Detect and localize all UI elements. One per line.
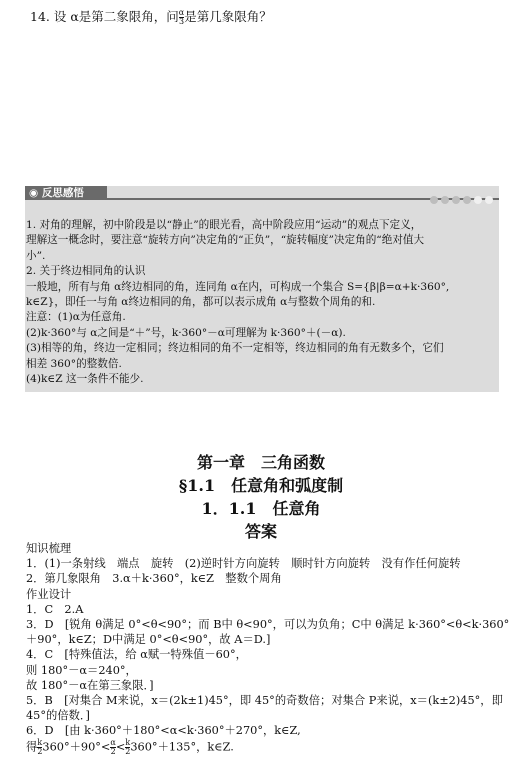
reflection-line: (4)k∈Z 这一条件不能少. [26,373,144,386]
reflection-header [25,186,499,202]
reflection-line: 2. 关于终边相同角的认识 [26,265,146,278]
answer-line: 4．C [特殊值法，给 α赋一特殊值－60°， [26,648,247,662]
alpha-over-3-fraction: $\frac{\alpha}{3}$ [178,8,185,26]
reflection-line: 1. 对角的理解，初中阶段是以“静止”的眼光看，高中阶段应用“运动”的观点下定义， [26,219,422,231]
reflection-line: 注意：(1)α为任意角. [26,311,126,324]
reflection-line: 相差 360°的整数倍. [26,357,122,370]
answer-line: 6．D [由 k·360°＋180°<α<k·360°＋270°，k∈Z, [26,724,301,738]
answer-line: 3．D [锐角 θ满足 0°<θ<90°；而 B中 θ<90°，可以为负角；C中 θ满足 k·360°<θ<k·360° [26,618,510,632]
k-over-2-fraction: $\frac{k}{2}$ [37,737,43,756]
chapter-title: 第一章 三角函数 [196,453,325,472]
answer-line: 知识梳理 [26,542,72,555]
subsection-title: 1．1.1 任意角 [201,499,321,518]
question-14-suffix: 是第几象限角？ [184,9,272,24]
answer-line-fraction: 得 $\frac{k}{2}$ 360°＋90°< $\frac{\alpha}{2}$ < $\frac{k}{2}$ 360°＋135°，k∈Z. [26,737,234,756]
answer-line: 5．B [对集合 M来说，x＝(2k±1)45°，即 45°的奇数倍；对集合 P来说，x＝(k±2)45°，即 [26,694,503,708]
answer-line: 则 180°－α＝240°， [26,663,137,677]
decorative-dots [427,189,493,208]
reflection-box [25,186,499,392]
section-title: §1.1 任意角和弧度制 [178,476,344,495]
reflection-tab: ◉ 反思感悟 [25,186,107,200]
answer-line: 1．(1)一条射线 端点 旋转 (2)逆时针方向旋转 顺时针方向旋转 没有作任何旋转 [26,557,461,571]
answer-line: 2．第几象限角 3.α＋k·360°，k∈Z 整数个周角 [26,572,282,586]
answer-section [26,541,510,756]
alpha-over-2-fraction: $\frac{\alpha}{2}$ [110,737,116,756]
answer-line: ＋90°，k∈Z；D中满足 0°<θ<90°，故 A＝D.] [26,633,271,647]
k-over-2-fraction: $\frac{k}{2}$ [125,737,131,756]
question-14-prefix: 14. 设 α是第二象限角，问 [30,9,179,24]
answer-line: 1．C 2.A [26,602,84,616]
question-14 [30,9,272,26]
reflection-line: k∈Z}，即任一与角 α终边相同的角，都可以表示成角 α与整数个周角的和. [26,296,376,309]
reflection-line: 一般地，所有与角 α终边相同的角，连同角 α在内，可构成一个集合 S={β|β=α+k·360°, [26,280,450,293]
answer-line: 作业设计 [26,587,72,601]
answer-title: 答案 [244,522,277,541]
reflection-line: (3)相等的角，终边一定相同；终边相同的角不一定相等，终边相同的角有无数多个，它们 [26,342,444,355]
reflection-line: 小”. [26,249,46,262]
reflection-body [26,218,498,387]
answer-line: 45°的倍数．] [26,709,90,723]
answer-line: 故 180°－α在第三象限．] [26,678,154,692]
reflection-line: (2)k·360°与 α之间是“＋”号，k·360°－α可理解为 k·360°＋(－α). [26,326,346,339]
reflection-line: 理解这一概念时，要注意“旋转方向”决定角的“正负”，“旋转幅度”决定角的“绝对值大 [26,234,425,247]
